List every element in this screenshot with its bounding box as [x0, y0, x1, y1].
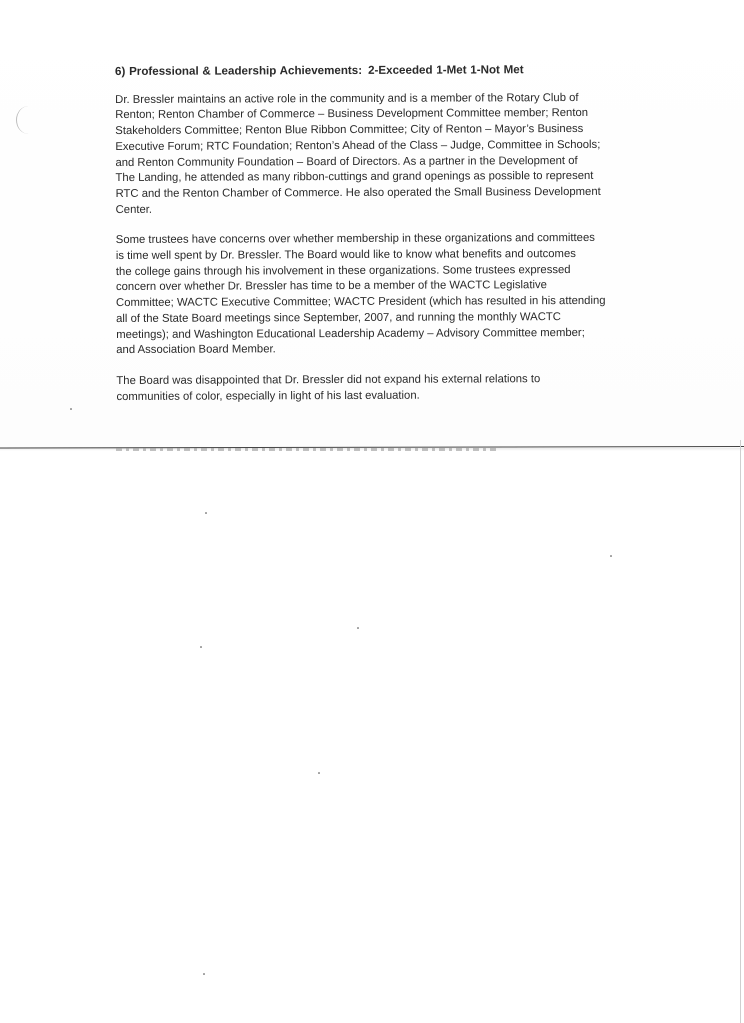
paragraph-line: and Renton Community Foundation – Board of Directors. As a partner in the Development of	[115, 154, 578, 169]
section-heading	[115, 62, 655, 80]
paragraph-line: meetings); and Washington Educational Leadership Academy – Advisory Committee member;	[116, 326, 585, 341]
paragraph-line: all of the State Board meetings since September, 2007, and running the monthly WACTC	[116, 310, 561, 325]
page-right-edge	[740, 440, 741, 1023]
scan-speck	[205, 512, 207, 514]
scan-speck	[200, 646, 202, 648]
paragraph-line: RTC and the Renton Chamber of Commerce. He also operated the Small Business Development	[115, 185, 601, 200]
paragraph-line: The Board was disappointed that Dr. Bressler did not expand his external relations to	[116, 373, 541, 387]
paragraph-line: Center.	[115, 203, 153, 216]
scan-speck	[203, 973, 205, 975]
paragraph-line: Dr. Bressler maintains an active role in the community and is a member of the Rotary Club of	[115, 91, 579, 106]
bleed-through-text	[116, 448, 496, 451]
scan-speck	[610, 555, 612, 557]
scan-speck	[318, 772, 320, 774]
document-body	[115, 62, 657, 421]
paragraph-community-role	[115, 90, 656, 218]
paragraph-line: Stakeholders Committee; Renton Blue Ribbon Committee; City of Renton – Mayor’s Business	[115, 123, 584, 138]
paragraph-line: Renton; Renton Chamber of Commerce – Business Development Committee member; Renton	[115, 107, 589, 122]
punch-hole-mark	[16, 106, 41, 134]
paragraph-line: and Association Board Member.	[116, 343, 276, 357]
scan-speck	[70, 408, 72, 410]
section-rating: 2-Exceeded 1-Met 1-Not Met	[368, 63, 524, 77]
paragraph-line: communities of color, especially in light of his last evaluation.	[116, 389, 420, 403]
paragraph-line: the college gains through his involvement in these organizations. Some trustees expressed	[115, 263, 571, 278]
paragraph-line: Executive Forum; RTC Foundation; Renton’s Ahead of the Class – Judge, Committee in Schools;	[115, 138, 601, 153]
paragraph-line: Some trustees have concerns over whether membership in these organizations and committees	[115, 232, 595, 247]
paragraph-line: Committee; WACTC Executive Committee; WACTC President (which has resulted in his attending	[116, 295, 606, 310]
paragraph-line: concern over whether Dr. Bressler has time to be a member of the WACTC Legislative	[115, 279, 547, 294]
paragraph-line: The Landing, he attended as many ribbon-cuttings and grand openings as possible to represent	[115, 170, 594, 185]
paragraph-line: is time well spent by Dr. Bressler. The Board would like to know what benefits and outcomes	[115, 248, 576, 263]
section-heading-title: 6) Professional & Leadership Achievements:	[115, 63, 363, 78]
paragraph-trustee-concerns	[116, 231, 657, 359]
scan-speck	[357, 627, 359, 629]
paragraph-board-disappointment	[116, 372, 656, 406]
